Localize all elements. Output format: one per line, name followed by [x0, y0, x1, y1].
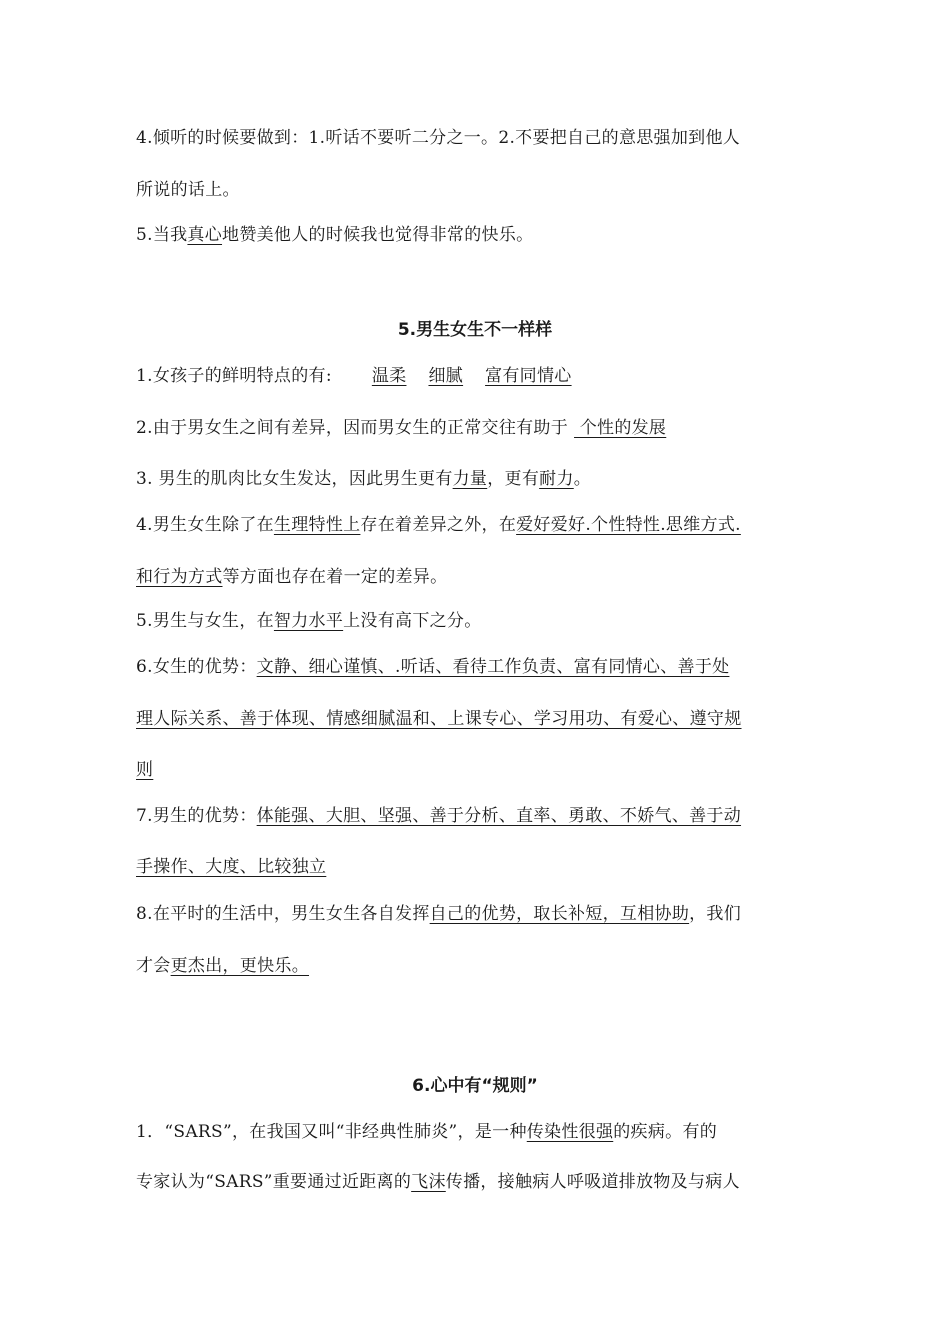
item-4-line-1: 4.倾听的时候要做到：1.听话不要听二分之一。2.不要把自己的意思强加到他人	[136, 128, 741, 148]
underlined-answer: 则	[136, 760, 154, 780]
s5-item-4-line-2: 和行为方式等方面也存在着一定的差异。	[136, 567, 448, 587]
item-4-line-2: 所说的话上。	[136, 180, 240, 200]
underlined-answer: 理人际关系、善于体现、情感细腻温和、上课专心、学习用功、有爱心、遵守规	[136, 709, 742, 729]
s5-item-3: 3. 男生的肌肉比女生发达，因此男生更有力量，更有耐力。	[136, 469, 592, 489]
section-5-title: 5.男生女生不一样样	[397, 320, 553, 340]
underlined-answer: 和行为方式	[136, 567, 223, 587]
section-6-title: 6.心中有“规则”	[412, 1076, 538, 1096]
underlined-answer: 传染性很强	[526, 1122, 614, 1142]
underlined-answer: 更杰出，更快乐。	[170, 956, 310, 976]
underlined-answer: 自己的优势，取长补短，互相协助	[429, 904, 690, 924]
s5-item-8-line-2: 才会更杰出，更快乐。	[136, 956, 310, 976]
s5-item-5: 5.男生与女生，在智力水平上没有高下之分。	[136, 611, 482, 631]
s5-item-6-line-2	[136, 707, 742, 731]
item-5-line: 5.当我真心地赞美他人的时候我也觉得非常的快乐。	[136, 225, 534, 245]
underlined-answer: 温柔	[371, 366, 407, 386]
underlined-answer: 力量	[452, 469, 488, 489]
underlined-answer: 耐力	[539, 469, 574, 489]
s6-item-1-line-1: 1．“SARS”，在我国又叫“非经典性肺炎”，是一种传染性很强的疾病。有的	[136, 1122, 718, 1142]
underlined-answer: 真心	[187, 225, 223, 245]
underlined-answer: 手操作、大度、比较独立	[136, 857, 327, 877]
underlined-answer: 文静、细心谨慎、.听话、看待工作负责、富有同情心、善于处	[256, 657, 730, 677]
s5-item-1: 1.女孩子的鲜明特点的有: 温柔 细腻 富有同情心	[136, 366, 572, 386]
underlined-answer: 飞沫	[411, 1172, 446, 1192]
underlined-answer: 智力水平	[273, 611, 344, 631]
s5-item-7-line-1: 7.男生的优势：体能强、大胆、坚强、善于分析、直率、勇敢、不娇气、善于动	[136, 806, 742, 826]
s5-item-4-line-1: 4.男生女生除了在生理特性上存在着差异之外，在爱好爱好.个性特性.思维方式.	[136, 515, 741, 535]
underlined-answer: 个性的发展	[574, 418, 667, 438]
underlined-answer: 体能强、大胆、坚强、善于分析、直率、勇敢、不娇气、善于动	[256, 806, 742, 826]
underlined-answer: 生理特性上	[273, 515, 361, 535]
s5-item-2: 2.由于男女生之间有差异，因而男女生的正常交往有助于 个性的发展	[136, 418, 667, 438]
s5-item-7-line-2	[136, 855, 326, 879]
s6-item-1-line-2: 专家认为“SARS”重要通过近距离的飞沫传播，接触病人呼吸道排放物及与病人	[136, 1172, 740, 1192]
underlined-answer: 爱好爱好.个性特性.思维方式.	[516, 515, 741, 535]
underlined-answer: 富有同情心	[485, 366, 572, 386]
s5-item-6-line-3	[136, 758, 153, 782]
s5-item-8-line-1: 8.在平时的生活中，男生女生各自发挥自己的优势，取长补短，互相协助，我们	[136, 904, 742, 924]
underlined-answer: 细腻	[428, 366, 464, 386]
s5-item-6-line-1: 6.女生的优势：文静、细心谨慎、.听话、看待工作负责、富有同情心、善于处	[136, 657, 730, 677]
